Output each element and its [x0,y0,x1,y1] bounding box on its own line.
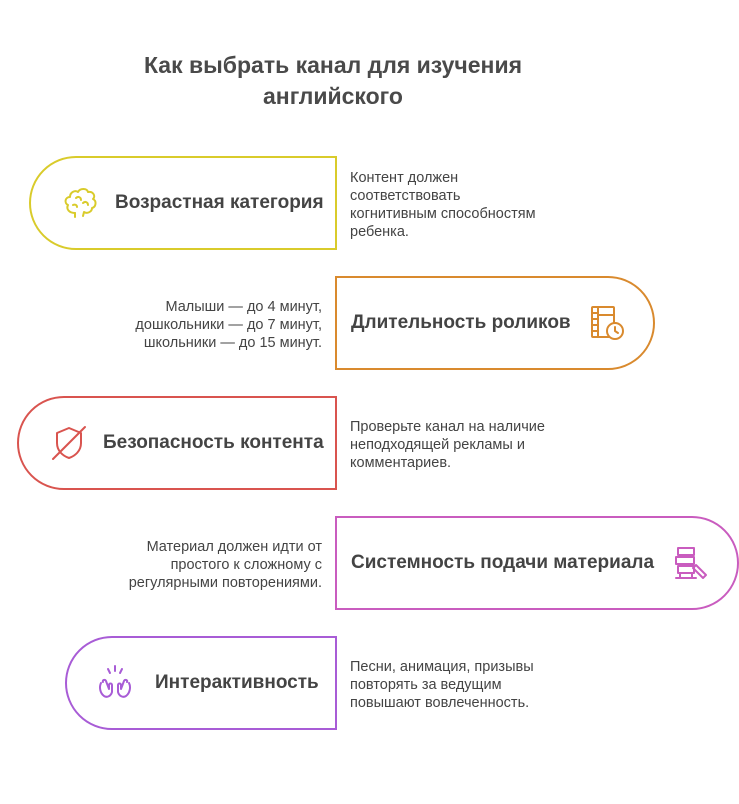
step-description: Малыши — до 4 минут, дошкольники — до 7 минут, школьники — до 15 минут. [135,299,322,351]
step-video-duration [335,276,655,370]
step-systematic-material [335,516,739,610]
film-clock-icon [587,303,627,343]
page-title: Как выбрать канал для изучения английского [143,52,523,109]
clapping-hands-icon [95,663,135,703]
step-label: Системность подачи материала [351,552,655,573]
step-content-safety [17,396,337,490]
step-description: Проверьте канал на наличие неподходящей рекламы и комментариев. [350,419,545,471]
blocks-icon [672,543,712,583]
step-label: Интерактивность [155,672,319,693]
step-label: Безопасность контента [103,432,324,453]
brain-icon [61,183,101,223]
step-interactivity [65,636,337,730]
step-label: Возрастная категория [115,192,324,213]
step-age-category [29,156,337,250]
step-description: Материал должен идти от простого к сложному с регулярными повторениями. [128,539,322,591]
step-description: Песни, анимация, призывы повторять за ведущим повышают вовлеченность. [350,659,534,711]
step-label: Длительность роликов [351,312,571,333]
shield-off-icon [49,423,89,463]
step-description: Контент должен соответствовать когнитивным способностям ребенка. [350,170,536,240]
